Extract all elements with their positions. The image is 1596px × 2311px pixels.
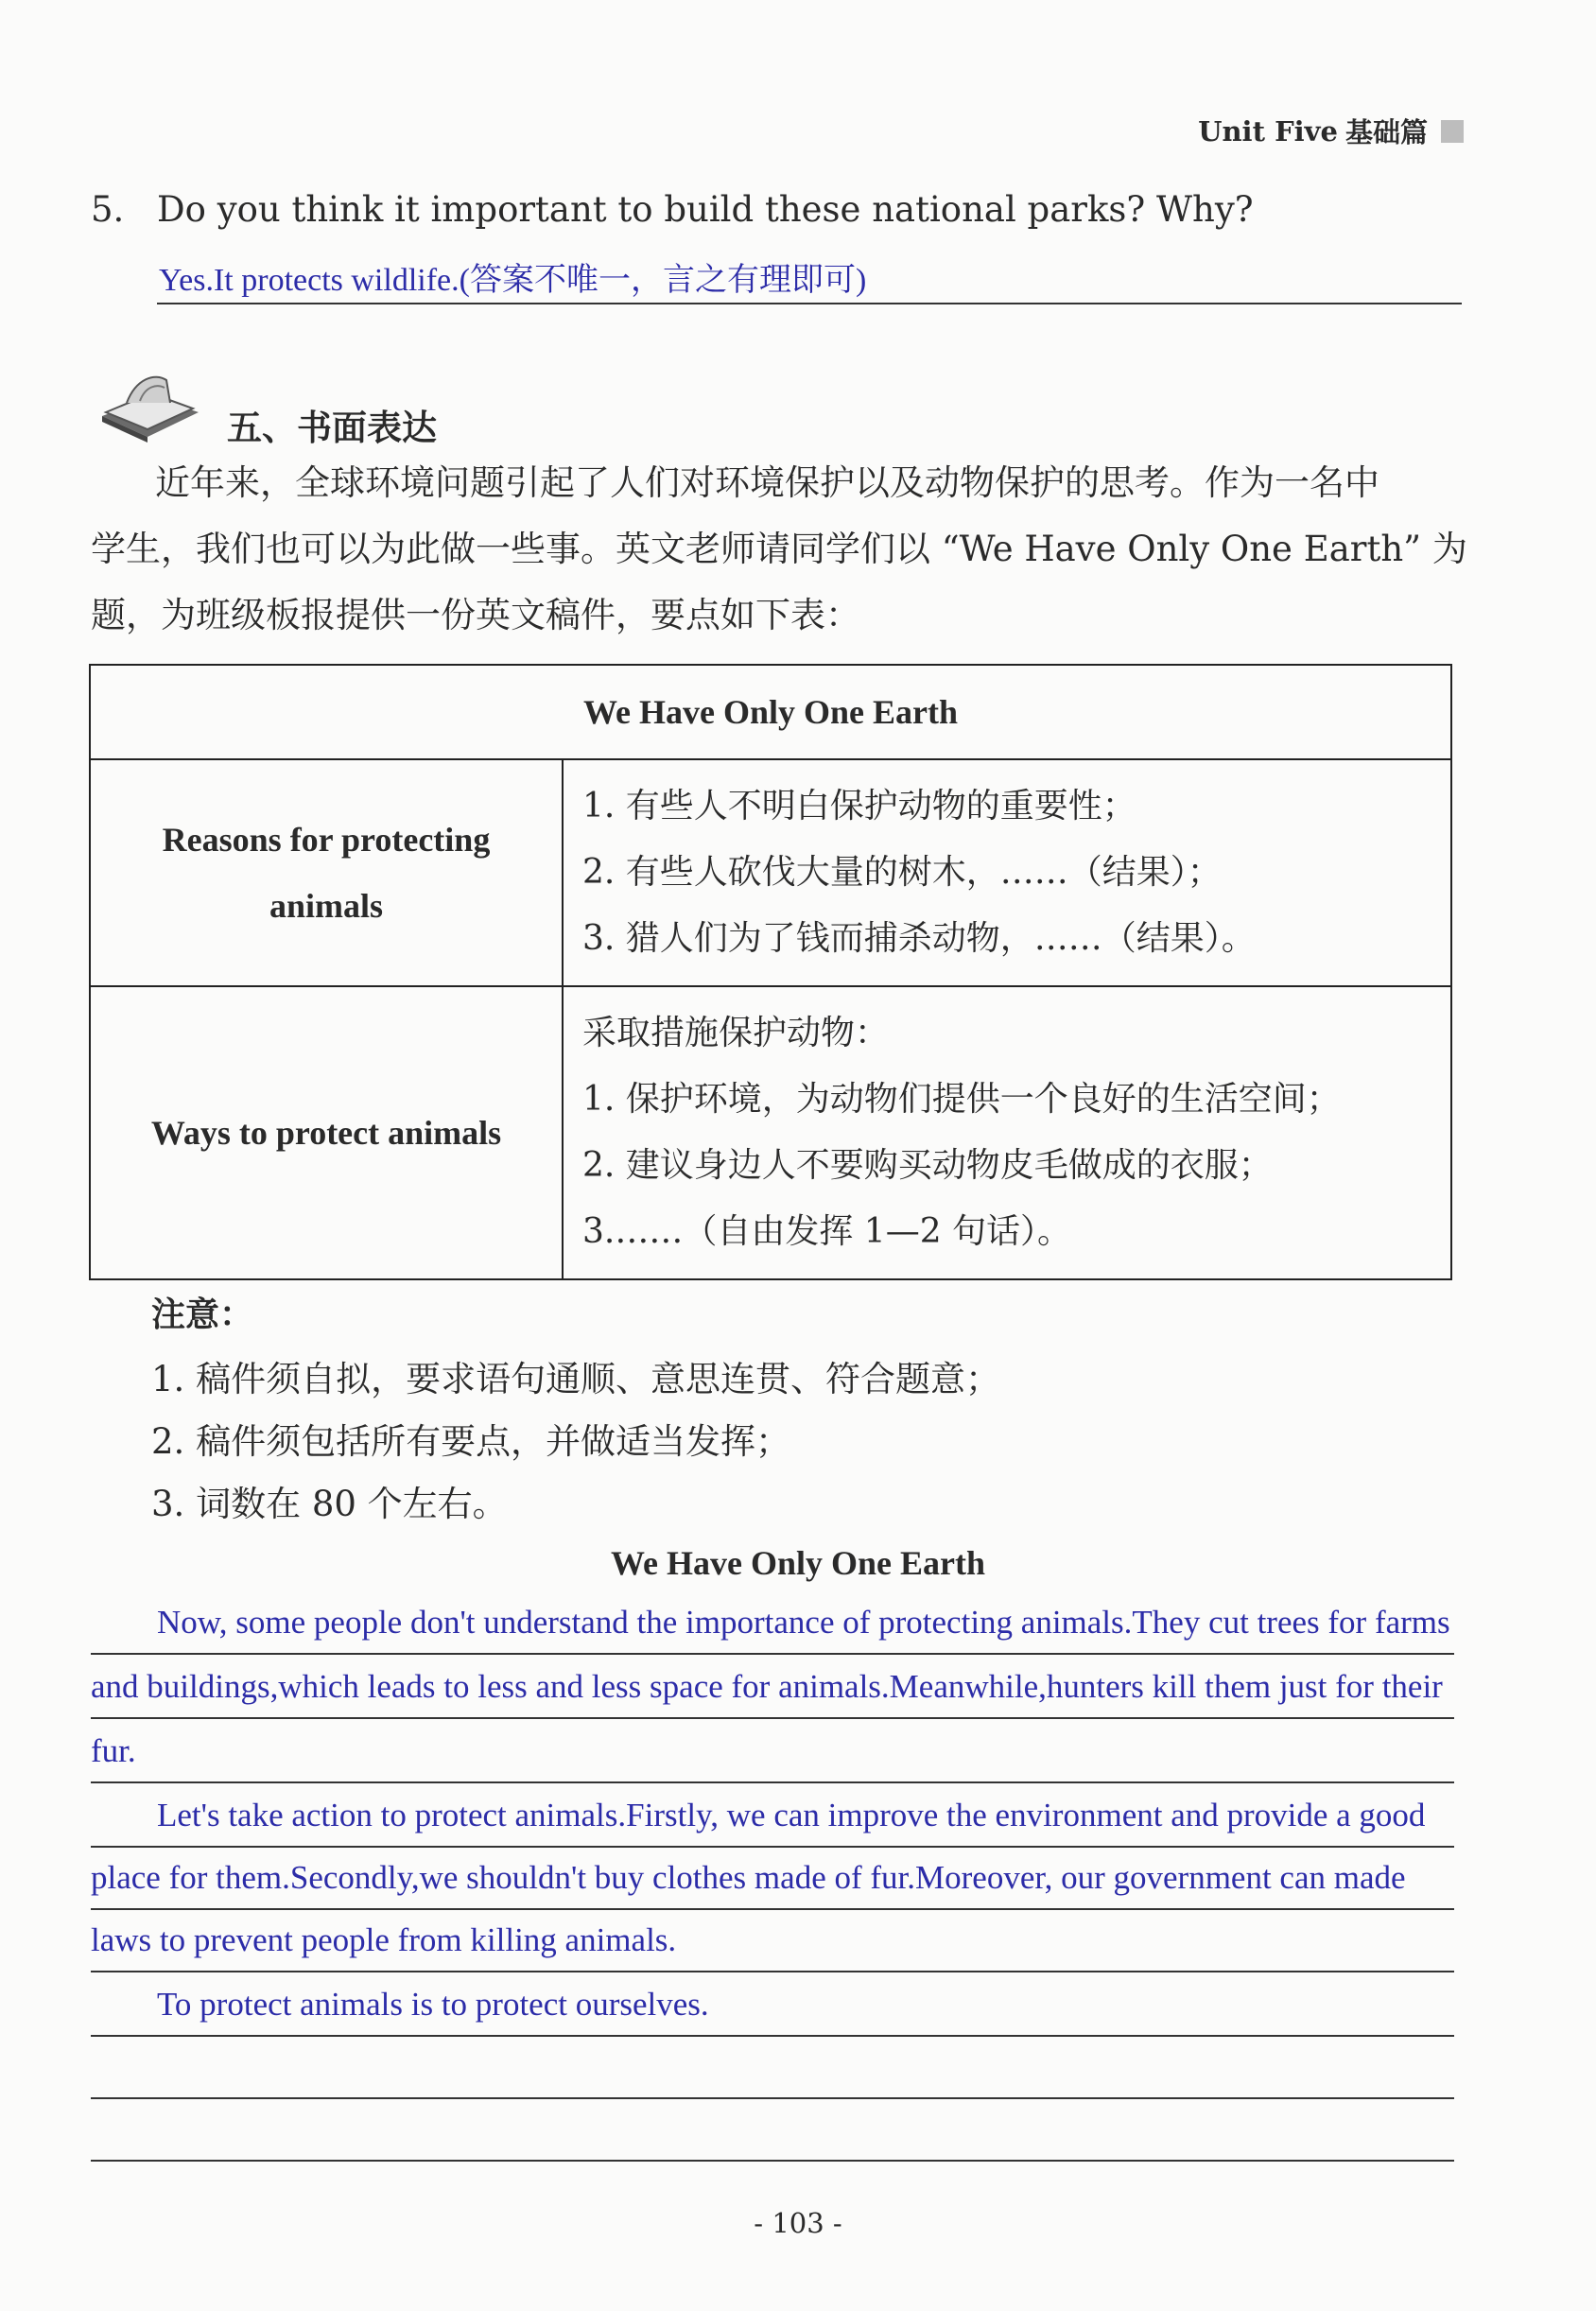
page-header (1198, 112, 1464, 150)
list-item: 1. 有些人不明白保护动物的重要性； (582, 787, 1136, 825)
essay-line-5: place for them.Secondly,we shouldn't buy clothes made of fur.Moreover, our government can made (91, 1859, 1406, 1896)
list-item: 采取措施保护动物： (582, 1014, 890, 1052)
header-marker-icon (1441, 120, 1464, 143)
notes-title: 注意： (151, 1295, 254, 1334)
intro-line-3: 题，为班级板报提供一份英文稿件，要点如下表： (91, 595, 860, 635)
intro-line-1: 近年来，全球环境问题引起了人们对环境保护以及动物保护的思考。作为一名中 (155, 462, 1379, 503)
header-unit: Unit Five (1198, 114, 1338, 148)
writing-line (91, 2097, 1454, 2099)
note-item-3: 3. 词数在 80 个左右。 (151, 1484, 508, 1524)
essay-line-1: Now, some people don't understand the importance of protecting animals.They cut trees for farms (157, 1604, 1450, 1641)
essay-line-2: and buildings,which leads to less and less space for animals.Meanwhile,hunters kill them just for their (91, 1668, 1443, 1705)
question-5 (91, 189, 1254, 230)
essay-line-4: Let's take action to protect animals.Firstly, we can improve the environment and provide a good (157, 1797, 1426, 1833)
row-content-ways (563, 986, 1451, 1279)
essay-line-7: To protect animals is to protect ourselves. (157, 1986, 709, 2023)
list-item: 1. 保护环境，为动物们提供一个良好的生活空间； (582, 1080, 1341, 1119)
list-item: 3. 猎人们为了钱而捕杀动物，……（结果）。 (582, 919, 1256, 958)
writing-line (91, 2160, 1454, 2162)
essay-line-6: laws to prevent people from killing animals. (91, 1921, 677, 1958)
intro-line-2: 学生，我们也可以为此做一些事。英文老师请同学们以 “We Have Only One Earth” 为 (91, 529, 1467, 569)
writing-line (91, 1717, 1454, 1719)
page-number: - 103 - (754, 2207, 842, 2239)
answer-line (157, 303, 1462, 304)
writing-line (91, 1846, 1454, 1848)
row-label-reasons: Reasons for protecting animals (90, 759, 563, 986)
essay-title: We Have Only One Earth (611, 1544, 985, 1582)
writing-line (91, 1971, 1454, 1972)
section-title: 五、书面表达 (227, 407, 437, 448)
writing-line (91, 2035, 1454, 2037)
header-part: 基础篇 (1344, 116, 1428, 148)
table-row-ways (90, 986, 1451, 1279)
list-item: 2. 有些人砍伐大量的树木，……（结果）； (582, 853, 1222, 892)
essay-line-3: fur. (91, 1732, 136, 1769)
table-title: We Have Only One Earth (90, 665, 1451, 759)
writing-line (91, 1781, 1454, 1783)
writing-line (91, 1653, 1454, 1655)
table-row-reasons (90, 759, 1451, 986)
note-item-2: 2. 稿件须包括所有要点，并做适当发挥； (151, 1421, 791, 1462)
question-5-answer: Yes.It protects wildlife.(答案不唯一，言之有理即可) (159, 263, 867, 298)
row-label-ways: Ways to protect animals (90, 986, 563, 1279)
note-item-1: 1. 稿件须自拟，要求语句通顺、意思连贯、符合题意； (151, 1359, 1001, 1399)
list-item: 2. 建议身边人不要购买动物皮毛做成的衣服； (582, 1146, 1273, 1185)
list-item: 3.……（自由发挥 1—2 句话）。 (582, 1212, 1072, 1251)
row-content-reasons (563, 759, 1451, 986)
requirements-table (89, 664, 1452, 1280)
book-icon (98, 359, 202, 444)
question-text: Do you think it important to build these national parks? Why? (157, 189, 1254, 230)
writing-line (91, 1908, 1454, 1910)
question-number: 5. (91, 189, 125, 230)
